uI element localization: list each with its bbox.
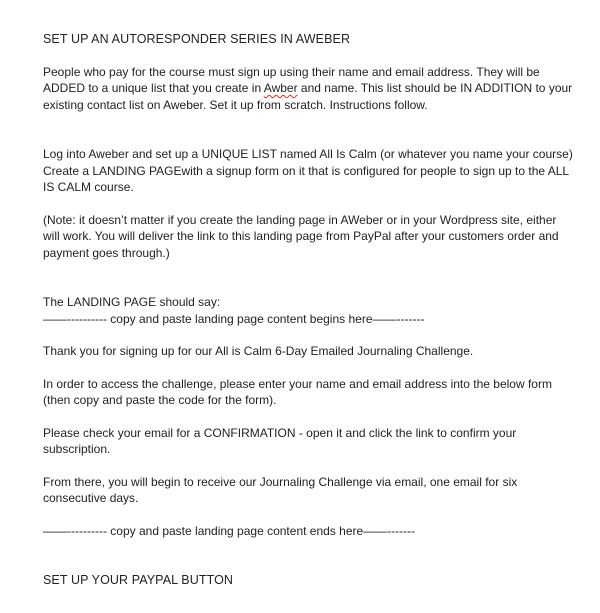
from-there-paragraph: From there, you will begin to receive our Journaling Challenge via email, one email for six consecutive days. bbox=[43, 474, 521, 505]
thank-you-paragraph: Thank you for signing up for our All is Calm 6-Day Emailed Journaling Challenge. bbox=[43, 344, 474, 358]
access-paragraph: In order to access the challenge, please enter your name and email address into the below form (then copy and paste the code for the form). bbox=[43, 376, 556, 407]
landing-page-intro: The LANDING PAGE should say: bbox=[43, 295, 221, 309]
intro-paragraph bbox=[43, 64, 576, 114]
intro-text-start: People who pay for the course must sign up using their name and email address. They will be ADDED to a unique list that you create in bbox=[43, 64, 543, 95]
section-heading-autoresponder: SET UP AN AUTORESPONDER SERIES IN AWEBER bbox=[43, 32, 351, 46]
section-heading-paypal: SET UP YOUR PAYPAL BUTTON bbox=[43, 573, 234, 587]
confirm-paragraph: Please check your email for a CONFIRMATION - open it and click the link to confirm your subscription. bbox=[43, 425, 520, 456]
step-create-landing-page: Create a LANDING PAGEwith a signup form on it that is configured for people to sign up to the ALL IS CALM course. bbox=[43, 163, 572, 194]
content-begins-divider: ——---------- copy and paste landing page content begins here——------- bbox=[43, 311, 425, 326]
note-paragraph: (Note: it doesn’t matter if you create the landing page in AWeber or in your Wordpress site, either will work. You will deliver the link to this landing page from PayPal after your customers order and payment goes through.) bbox=[43, 212, 562, 260]
content-ends-divider: ——---------- copy and paste landing page content ends here——------- bbox=[43, 523, 416, 538]
intro-text-end: and name. This list should be IN ADDITION to your existing contact list on Aweber. Set it up from scratch. Instructions follow. bbox=[43, 81, 576, 112]
step-create-list: Log into Aweber and set up a UNIQUE LIST named All Is Calm (or whatever you name your course) bbox=[43, 147, 573, 161]
misspelled-word[interactable]: Awber bbox=[263, 81, 298, 95]
document-body bbox=[43, 31, 576, 589]
